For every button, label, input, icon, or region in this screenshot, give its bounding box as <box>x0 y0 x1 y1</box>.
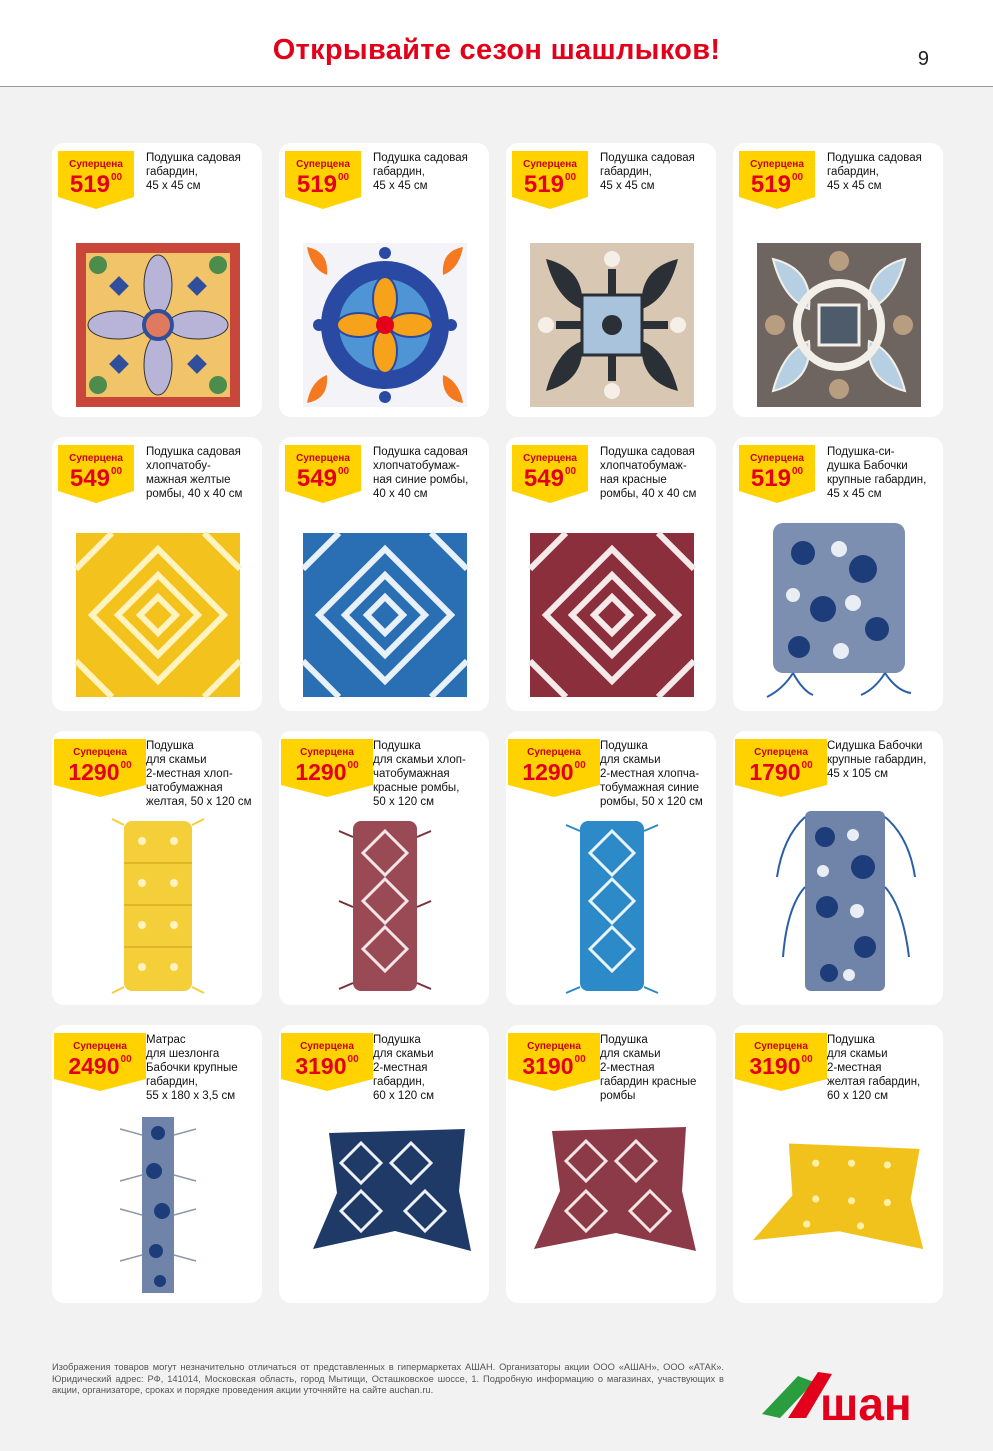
cushion-image <box>72 529 244 701</box>
product-card[interactable] <box>506 1025 716 1303</box>
svg-text:шан: шан <box>820 1378 912 1428</box>
badge-label: Суперцена <box>296 159 350 170</box>
price: $549^{00}$ <box>523 465 577 492</box>
price-badge <box>739 445 815 503</box>
price-badge <box>285 445 361 503</box>
product-title: Подушка для скамьи 2-местная хлопча- тобумажная синие ромбы, 50 х 120 см <box>600 740 703 808</box>
product-title: Подушка для скамьи 2-местная габардин, 60 х 120 см <box>373 1034 434 1102</box>
price: $549^{00}$ <box>69 465 123 492</box>
product-card[interactable] <box>279 1025 489 1303</box>
price: 3190$^{00}$ <box>295 1053 359 1079</box>
badge-label: Суперцена <box>73 1041 127 1052</box>
price-badge <box>739 151 815 209</box>
product-card[interactable] <box>506 437 716 711</box>
price-badge <box>54 1033 146 1091</box>
cushion-image <box>753 239 925 411</box>
product-card[interactable] <box>279 437 489 711</box>
product-title: Подушка-си- душка Бабочки крупные габардин, 45 х 45 см <box>827 446 927 500</box>
product-title: Подушка садовая габардин, 45 х 45 см <box>373 152 468 192</box>
price-badge <box>512 151 588 209</box>
bench-cushion-image <box>526 1121 698 1271</box>
bench-cushion-image <box>72 817 244 997</box>
price-badge <box>735 1033 827 1091</box>
product-card[interactable] <box>733 1025 943 1303</box>
badge-label: Суперцена <box>523 453 577 464</box>
bench-cushion-image <box>753 1129 925 1269</box>
badge-label: Суперцена <box>69 453 123 464</box>
price: 3190$^{00}$ <box>749 1053 813 1079</box>
badge-label: Суперцена <box>523 159 577 170</box>
price: 1790$^{00}$ <box>749 759 813 785</box>
price-badge <box>508 739 600 797</box>
cushion-image <box>72 239 244 411</box>
product-title: Подушка садовая хлопчатобумаж- ная синие ромбы, 40 х 40 см <box>373 446 469 500</box>
bench-cushion-image <box>299 1121 471 1271</box>
product-title: Подушка садовая габардин, 45 х 45 см <box>827 152 922 192</box>
badge-label: Суперцена <box>754 747 808 758</box>
price: $519^{00}$ <box>750 171 804 198</box>
price: 2490$^{00}$ <box>68 1053 132 1079</box>
badge-label: Суперцена <box>300 1041 354 1052</box>
product-card[interactable] <box>733 731 943 1005</box>
bench-cushion-image <box>299 817 471 997</box>
badge-label: Суперцена <box>750 159 804 170</box>
page-number: 9 <box>917 48 929 70</box>
price-badge <box>512 445 588 503</box>
product-card[interactable] <box>506 143 716 417</box>
price-badge <box>58 445 134 503</box>
cushion-image <box>299 529 471 701</box>
price: 1290$^{00}$ <box>68 759 132 785</box>
price-badge <box>735 739 827 797</box>
product-card[interactable] <box>733 143 943 417</box>
lounger-mattress-image <box>72 1115 244 1295</box>
legal-disclaimer: Изображения товаров могут незначительно отличаться от представленных в гипермаркетах АШАН. Организаторы акции ООО «АШАН», ООО «АТАК». Юридический адрес: РФ, 141014, Московская область, город Мытищи, Осташковское шоссе, 1. Подробную информацию о магазинах, участвующих в акции, организаторе, сроках и порядке проведения акции уточняйте на сайте auchan.ru. <box>52 1362 724 1395</box>
auchan-logo <box>758 1368 948 1428</box>
price: $519^{00}$ <box>750 465 804 492</box>
bench-cushion-image <box>526 817 698 997</box>
price-badge <box>508 1033 600 1091</box>
product-card[interactable] <box>279 731 489 1005</box>
badge-label: Суперцена <box>69 159 123 170</box>
cushion-image <box>526 239 698 411</box>
price: 1290$^{00}$ <box>295 759 359 785</box>
cushion-image <box>526 529 698 701</box>
product-title: Подушка садовая хлопчатобумаж- ная красные ромбы, 40 х 40 см <box>600 446 697 500</box>
badge-label: Суперцена <box>73 747 127 758</box>
product-title: Подушка садовая габардин, 45 х 45 см <box>146 152 241 192</box>
product-title: Подушка садовая хлопчатобу- мажная желтые ромбы, 40 х 40 см <box>146 446 243 500</box>
price: 3190$^{00}$ <box>522 1053 586 1079</box>
page-header <box>0 0 993 87</box>
badge-label: Суперцена <box>300 747 354 758</box>
price: $519^{00}$ <box>296 171 350 198</box>
price-badge <box>281 1033 373 1091</box>
price: $549^{00}$ <box>296 465 350 492</box>
badge-label: Суперцена <box>750 453 804 464</box>
product-card[interactable] <box>506 731 716 1005</box>
seat-cushion-image <box>753 519 925 705</box>
price: $519^{00}$ <box>523 171 577 198</box>
badge-label: Суперцена <box>527 1041 581 1052</box>
product-title: Подушка для скамьи 2-местная габардин красные ромбы <box>600 1034 697 1102</box>
product-title: Подушка для скамьи 2-местная хлоп- чатобумажная желтая, 50 х 120 см <box>146 740 252 808</box>
product-card[interactable] <box>733 437 943 711</box>
seat-cushion-image <box>753 807 925 997</box>
badge-label: Суперцена <box>527 747 581 758</box>
product-title: Подушка для скамьи хлоп- чатобумажная красные ромбы, 50 х 120 см <box>373 740 466 808</box>
price-badge <box>58 151 134 209</box>
badge-label: Суперцена <box>296 453 350 464</box>
page-title: Открывайте сезон шашлыков! <box>272 34 721 66</box>
product-card[interactable] <box>279 143 489 417</box>
product-card[interactable] <box>52 143 262 417</box>
product-card[interactable] <box>52 1025 262 1303</box>
price: $519^{00}$ <box>69 171 123 198</box>
product-title: Сидушка Бабочки крупные габардин, 45 х 105 см <box>827 740 927 780</box>
product-card[interactable] <box>52 731 262 1005</box>
product-card[interactable] <box>52 437 262 711</box>
product-title: Подушка садовая габардин, 45 х 45 см <box>600 152 695 192</box>
price-badge <box>54 739 146 797</box>
price-badge <box>281 739 373 797</box>
product-title: Матрас для шезлонга Бабочки крупные габардин, 55 х 180 х 3,5 см <box>146 1034 238 1102</box>
price-badge <box>285 151 361 209</box>
badge-label: Суперцена <box>754 1041 808 1052</box>
cushion-image <box>299 239 471 411</box>
price: 1290$^{00}$ <box>522 759 586 785</box>
product-title: Подушка для скамьи 2-местная желтая габардин, 60 х 120 см <box>827 1034 921 1102</box>
